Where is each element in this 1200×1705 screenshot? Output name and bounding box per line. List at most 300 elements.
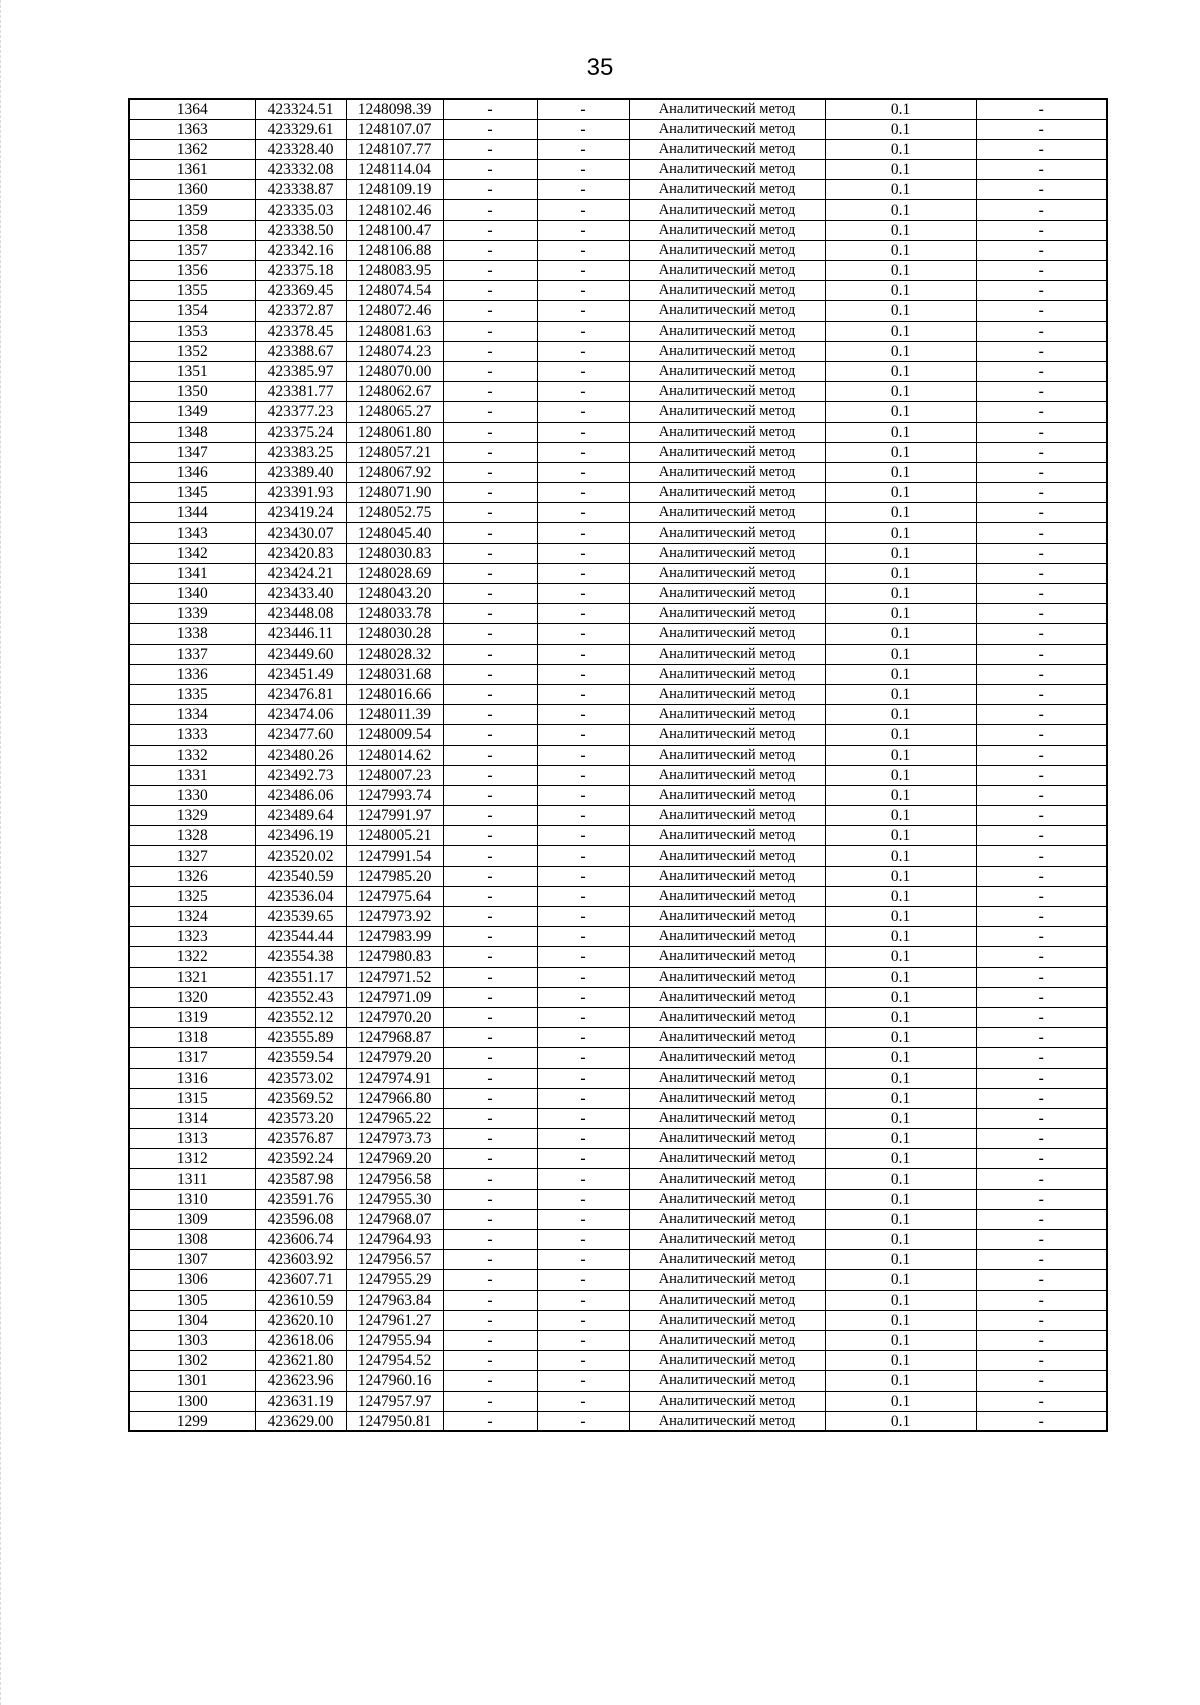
table-row [129,1310,1107,1330]
empty-cell-b-cell: - [537,341,629,361]
x-coordinate-cell: 423372.87 [255,301,346,321]
empty-cell-c-cell: - [976,806,1107,826]
empty-cell-a-cell: - [443,765,537,785]
point-number-cell: 1317 [129,1048,255,1068]
x-coordinate-cell: 423388.67 [255,341,346,361]
point-number-cell: 1358 [129,220,255,240]
table-row [129,281,1107,301]
table-row [129,987,1107,1007]
empty-cell-b-cell: - [537,826,629,846]
accuracy-cell: 0.1 [825,967,976,987]
accuracy-cell: 0.1 [825,99,976,119]
method-cell: Аналитический метод [629,422,825,442]
x-coordinate-cell: 423520.02 [255,846,346,866]
accuracy-cell: 0.1 [825,745,976,765]
point-number-cell: 1313 [129,1129,255,1149]
point-number-cell: 1334 [129,705,255,725]
method-cell: Аналитический метод [629,644,825,664]
accuracy-cell: 0.1 [825,321,976,341]
empty-cell-b-cell: - [537,240,629,260]
empty-cell-b-cell: - [537,866,629,886]
empty-cell-c-cell: - [976,462,1107,482]
y-coordinate-cell: 1248007.23 [346,765,443,785]
x-coordinate-cell: 423424.21 [255,563,346,583]
y-coordinate-cell: 1248028.69 [346,563,443,583]
empty-cell-c-cell: - [976,886,1107,906]
y-coordinate-cell: 1247954.52 [346,1351,443,1371]
empty-cell-b-cell: - [537,1129,629,1149]
empty-cell-c-cell: - [976,442,1107,462]
empty-cell-a-cell: - [443,139,537,159]
x-coordinate-cell: 423448.08 [255,604,346,624]
accuracy-cell: 0.1 [825,462,976,482]
empty-cell-a-cell: - [443,624,537,644]
x-coordinate-cell: 423618.06 [255,1330,346,1350]
empty-cell-b-cell: - [537,1088,629,1108]
empty-cell-a-cell: - [443,1230,537,1250]
empty-cell-c-cell: - [976,1169,1107,1189]
point-number-cell: 1327 [129,846,255,866]
empty-cell-b-cell: - [537,1068,629,1088]
point-number-cell: 1343 [129,523,255,543]
x-coordinate-cell: 423607.71 [255,1270,346,1290]
method-cell: Аналитический метод [629,1028,825,1048]
accuracy-cell: 0.1 [825,664,976,684]
method-cell: Аналитический метод [629,543,825,563]
empty-cell-a-cell: - [443,826,537,846]
y-coordinate-cell: 1248052.75 [346,503,443,523]
x-coordinate-cell: 423329.61 [255,119,346,139]
point-number-cell: 1332 [129,745,255,765]
empty-cell-a-cell: - [443,1189,537,1209]
accuracy-cell: 0.1 [825,442,976,462]
empty-cell-c-cell: - [976,947,1107,967]
x-coordinate-cell: 423338.50 [255,220,346,240]
empty-cell-c-cell: - [976,483,1107,503]
y-coordinate-cell: 1247971.09 [346,987,443,1007]
empty-cell-c-cell: - [976,1290,1107,1310]
empty-cell-c-cell: - [976,1351,1107,1371]
empty-cell-c-cell: - [976,119,1107,139]
table-row [129,180,1107,200]
empty-cell-a-cell: - [443,1270,537,1290]
accuracy-cell: 0.1 [825,1310,976,1330]
empty-cell-a-cell: - [443,806,537,826]
accuracy-cell: 0.1 [825,139,976,159]
table-row [129,1189,1107,1209]
empty-cell-b-cell: - [537,907,629,927]
empty-cell-c-cell: - [976,644,1107,664]
point-number-cell: 1354 [129,301,255,321]
point-number-cell: 1324 [129,907,255,927]
x-coordinate-cell: 423338.87 [255,180,346,200]
point-number-cell: 1306 [129,1270,255,1290]
accuracy-cell: 0.1 [825,422,976,442]
empty-cell-a-cell: - [443,927,537,947]
empty-cell-b-cell: - [537,361,629,381]
method-cell: Аналитический метод [629,240,825,260]
accuracy-cell: 0.1 [825,1351,976,1371]
accuracy-cell: 0.1 [825,341,976,361]
point-number-cell: 1328 [129,826,255,846]
table-row [129,119,1107,139]
empty-cell-c-cell: - [976,402,1107,422]
empty-cell-a-cell: - [443,1068,537,1088]
accuracy-cell: 0.1 [825,523,976,543]
x-coordinate-cell: 423552.12 [255,1007,346,1027]
empty-cell-a-cell: - [443,725,537,745]
table-row [129,1411,1107,1431]
empty-cell-a-cell: - [443,281,537,301]
table-row [129,624,1107,644]
empty-cell-b-cell: - [537,382,629,402]
empty-cell-a-cell: - [443,483,537,503]
x-coordinate-cell: 423559.54 [255,1048,346,1068]
point-number-cell: 1310 [129,1189,255,1209]
accuracy-cell: 0.1 [825,1290,976,1310]
empty-cell-c-cell: - [976,907,1107,927]
point-number-cell: 1342 [129,543,255,563]
point-number-cell: 1360 [129,180,255,200]
empty-cell-a-cell: - [443,341,537,361]
accuracy-cell: 0.1 [825,907,976,927]
x-coordinate-cell: 423377.23 [255,402,346,422]
x-coordinate-cell: 423492.73 [255,765,346,785]
y-coordinate-cell: 1248070.00 [346,361,443,381]
x-coordinate-cell: 423449.60 [255,644,346,664]
empty-cell-c-cell: - [976,543,1107,563]
table-row [129,442,1107,462]
accuracy-cell: 0.1 [825,886,976,906]
empty-cell-c-cell: - [976,220,1107,240]
table-row [129,1371,1107,1391]
x-coordinate-cell: 423552.43 [255,987,346,1007]
method-cell: Аналитический метод [629,341,825,361]
point-number-cell: 1300 [129,1391,255,1411]
x-coordinate-cell: 423554.38 [255,947,346,967]
method-cell: Аналитический метод [629,1290,825,1310]
y-coordinate-cell: 1248081.63 [346,321,443,341]
y-coordinate-cell: 1248102.46 [346,200,443,220]
empty-cell-c-cell: - [976,341,1107,361]
empty-cell-c-cell: - [976,1209,1107,1229]
empty-cell-a-cell: - [443,301,537,321]
y-coordinate-cell: 1247966.80 [346,1088,443,1108]
y-coordinate-cell: 1247956.58 [346,1169,443,1189]
empty-cell-a-cell: - [443,644,537,664]
table-row [129,200,1107,220]
point-number-cell: 1312 [129,1149,255,1169]
method-cell: Аналитический метод [629,503,825,523]
y-coordinate-cell: 1247956.57 [346,1250,443,1270]
y-coordinate-cell: 1248074.23 [346,341,443,361]
empty-cell-a-cell: - [443,907,537,927]
accuracy-cell: 0.1 [825,1108,976,1128]
empty-cell-b-cell: - [537,261,629,281]
x-coordinate-cell: 423496.19 [255,826,346,846]
table-row [129,1351,1107,1371]
y-coordinate-cell: 1247974.91 [346,1068,443,1088]
accuracy-cell: 0.1 [825,543,976,563]
empty-cell-b-cell: - [537,99,629,119]
y-coordinate-cell: 1247991.54 [346,846,443,866]
method-cell: Аналитический метод [629,301,825,321]
table-row [129,1391,1107,1411]
empty-cell-a-cell: - [443,119,537,139]
empty-cell-c-cell: - [976,1108,1107,1128]
x-coordinate-cell: 423576.87 [255,1129,346,1149]
y-coordinate-cell: 1247955.94 [346,1330,443,1350]
x-coordinate-cell: 423591.76 [255,1189,346,1209]
accuracy-cell: 0.1 [825,240,976,260]
point-number-cell: 1308 [129,1230,255,1250]
method-cell: Аналитический метод [629,725,825,745]
accuracy-cell: 0.1 [825,1088,976,1108]
point-number-cell: 1344 [129,503,255,523]
point-number-cell: 1336 [129,664,255,684]
empty-cell-b-cell: - [537,684,629,704]
accuracy-cell: 0.1 [825,1149,976,1169]
y-coordinate-cell: 1247963.84 [346,1290,443,1310]
y-coordinate-cell: 1247980.83 [346,947,443,967]
point-number-cell: 1302 [129,1351,255,1371]
empty-cell-c-cell: - [976,321,1107,341]
accuracy-cell: 0.1 [825,684,976,704]
accuracy-cell: 0.1 [825,503,976,523]
table-row [129,462,1107,482]
method-cell: Аналитический метод [629,987,825,1007]
point-number-cell: 1355 [129,281,255,301]
empty-cell-c-cell: - [976,422,1107,442]
y-coordinate-cell: 1247955.30 [346,1189,443,1209]
point-number-cell: 1361 [129,160,255,180]
empty-cell-a-cell: - [443,462,537,482]
y-coordinate-cell: 1247950.81 [346,1411,443,1431]
accuracy-cell: 0.1 [825,361,976,381]
empty-cell-a-cell: - [443,1310,537,1330]
x-coordinate-cell: 423476.81 [255,684,346,704]
method-cell: Аналитический метод [629,846,825,866]
empty-cell-b-cell: - [537,1371,629,1391]
accuracy-cell: 0.1 [825,1048,976,1068]
point-number-cell: 1329 [129,806,255,826]
empty-cell-b-cell: - [537,1270,629,1290]
method-cell: Аналитический метод [629,402,825,422]
accuracy-cell: 0.1 [825,563,976,583]
empty-cell-b-cell: - [537,624,629,644]
empty-cell-c-cell: - [976,987,1107,1007]
point-number-cell: 1303 [129,1330,255,1350]
method-cell: Аналитический метод [629,180,825,200]
table-row [129,947,1107,967]
point-number-cell: 1345 [129,483,255,503]
empty-cell-c-cell: - [976,967,1107,987]
y-coordinate-cell: 1248033.78 [346,604,443,624]
accuracy-cell: 0.1 [825,1028,976,1048]
empty-cell-a-cell: - [443,967,537,987]
y-coordinate-cell: 1248062.67 [346,382,443,402]
method-cell: Аналитический метод [629,664,825,684]
empty-cell-c-cell: - [976,99,1107,119]
y-coordinate-cell: 1247968.87 [346,1028,443,1048]
table-row [129,1088,1107,1108]
accuracy-cell: 0.1 [825,220,976,240]
y-coordinate-cell: 1248061.80 [346,422,443,442]
table-row [129,1270,1107,1290]
method-cell: Аналитический метод [629,806,825,826]
method-cell: Аналитический метод [629,947,825,967]
table-row [129,99,1107,119]
empty-cell-a-cell: - [443,160,537,180]
method-cell: Аналитический метод [629,1169,825,1189]
empty-cell-b-cell: - [537,745,629,765]
table-row [129,886,1107,906]
accuracy-cell: 0.1 [825,644,976,664]
x-coordinate-cell: 423540.59 [255,866,346,886]
y-coordinate-cell: 1248109.19 [346,180,443,200]
y-coordinate-cell: 1247975.64 [346,886,443,906]
empty-cell-a-cell: - [443,99,537,119]
x-coordinate-cell: 423573.02 [255,1068,346,1088]
x-coordinate-cell: 423324.51 [255,99,346,119]
empty-cell-c-cell: - [976,826,1107,846]
table-row [129,725,1107,745]
empty-cell-b-cell: - [537,301,629,321]
empty-cell-b-cell: - [537,1048,629,1068]
method-cell: Аналитический метод [629,281,825,301]
empty-cell-c-cell: - [976,261,1107,281]
point-number-cell: 1348 [129,422,255,442]
table-row [129,1007,1107,1027]
point-number-cell: 1326 [129,866,255,886]
y-coordinate-cell: 1247965.22 [346,1108,443,1128]
table-row [129,846,1107,866]
table-row [129,1330,1107,1350]
method-cell: Аналитический метод [629,442,825,462]
method-cell: Аналитический метод [629,220,825,240]
table-row [129,664,1107,684]
accuracy-cell: 0.1 [825,382,976,402]
y-coordinate-cell: 1248031.68 [346,664,443,684]
method-cell: Аналитический метод [629,866,825,886]
empty-cell-b-cell: - [537,503,629,523]
method-cell: Аналитический метод [629,261,825,281]
empty-cell-c-cell: - [976,523,1107,543]
x-coordinate-cell: 423451.49 [255,664,346,684]
empty-cell-a-cell: - [443,200,537,220]
point-number-cell: 1322 [129,947,255,967]
empty-cell-b-cell: - [537,220,629,240]
x-coordinate-cell: 423391.93 [255,483,346,503]
empty-cell-a-cell: - [443,1209,537,1229]
empty-cell-a-cell: - [443,785,537,805]
empty-cell-c-cell: - [976,1230,1107,1250]
accuracy-cell: 0.1 [825,281,976,301]
accuracy-cell: 0.1 [825,1330,976,1350]
empty-cell-b-cell: - [537,483,629,503]
empty-cell-a-cell: - [443,1129,537,1149]
empty-cell-c-cell: - [976,1391,1107,1411]
empty-cell-a-cell: - [443,220,537,240]
accuracy-cell: 0.1 [825,806,976,826]
x-coordinate-cell: 423620.10 [255,1310,346,1330]
empty-cell-a-cell: - [443,584,537,604]
y-coordinate-cell: 1248107.77 [346,139,443,159]
empty-cell-c-cell: - [976,785,1107,805]
empty-cell-b-cell: - [537,1007,629,1027]
empty-cell-b-cell: - [537,139,629,159]
table-row [129,584,1107,604]
empty-cell-a-cell: - [443,866,537,886]
y-coordinate-cell: 1247973.92 [346,907,443,927]
empty-cell-b-cell: - [537,1149,629,1169]
empty-cell-a-cell: - [443,361,537,381]
empty-cell-a-cell: - [443,523,537,543]
y-coordinate-cell: 1247970.20 [346,1007,443,1027]
empty-cell-a-cell: - [443,1048,537,1068]
accuracy-cell: 0.1 [825,402,976,422]
empty-cell-b-cell: - [537,563,629,583]
coordinates-table [128,98,1108,1432]
x-coordinate-cell: 423383.25 [255,442,346,462]
y-coordinate-cell: 1247973.73 [346,1129,443,1149]
empty-cell-a-cell: - [443,503,537,523]
empty-cell-b-cell: - [537,967,629,987]
table-row [129,927,1107,947]
accuracy-cell: 0.1 [825,261,976,281]
y-coordinate-cell: 1248045.40 [346,523,443,543]
page-number: 35 [586,54,614,81]
method-cell: Аналитический метод [629,1048,825,1068]
empty-cell-b-cell: - [537,119,629,139]
method-cell: Аналитический метод [629,1411,825,1431]
method-cell: Аналитический метод [629,1391,825,1411]
empty-cell-a-cell: - [443,1351,537,1371]
y-coordinate-cell: 1247979.20 [346,1048,443,1068]
x-coordinate-cell: 423555.89 [255,1028,346,1048]
empty-cell-b-cell: - [537,846,629,866]
table-row [129,1209,1107,1229]
empty-cell-a-cell: - [443,745,537,765]
point-number-cell: 1339 [129,604,255,624]
table-row [129,785,1107,805]
empty-cell-c-cell: - [976,866,1107,886]
empty-cell-a-cell: - [443,684,537,704]
method-cell: Аналитический метод [629,1330,825,1350]
x-coordinate-cell: 423539.65 [255,907,346,927]
accuracy-cell: 0.1 [825,1391,976,1411]
method-cell: Аналитический метод [629,1310,825,1330]
point-number-cell: 1305 [129,1290,255,1310]
accuracy-cell: 0.1 [825,604,976,624]
y-coordinate-cell: 1248014.62 [346,745,443,765]
empty-cell-c-cell: - [976,584,1107,604]
point-number-cell: 1364 [129,99,255,119]
empty-cell-c-cell: - [976,664,1107,684]
table-row [129,1108,1107,1128]
point-number-cell: 1346 [129,462,255,482]
method-cell: Аналитический метод [629,1209,825,1229]
y-coordinate-cell: 1248071.90 [346,483,443,503]
table-row [129,745,1107,765]
point-number-cell: 1363 [129,119,255,139]
empty-cell-a-cell: - [443,442,537,462]
table-row [129,220,1107,240]
y-coordinate-cell: 1248083.95 [346,261,443,281]
table-row [129,1290,1107,1310]
empty-cell-a-cell: - [443,402,537,422]
accuracy-cell: 0.1 [825,180,976,200]
